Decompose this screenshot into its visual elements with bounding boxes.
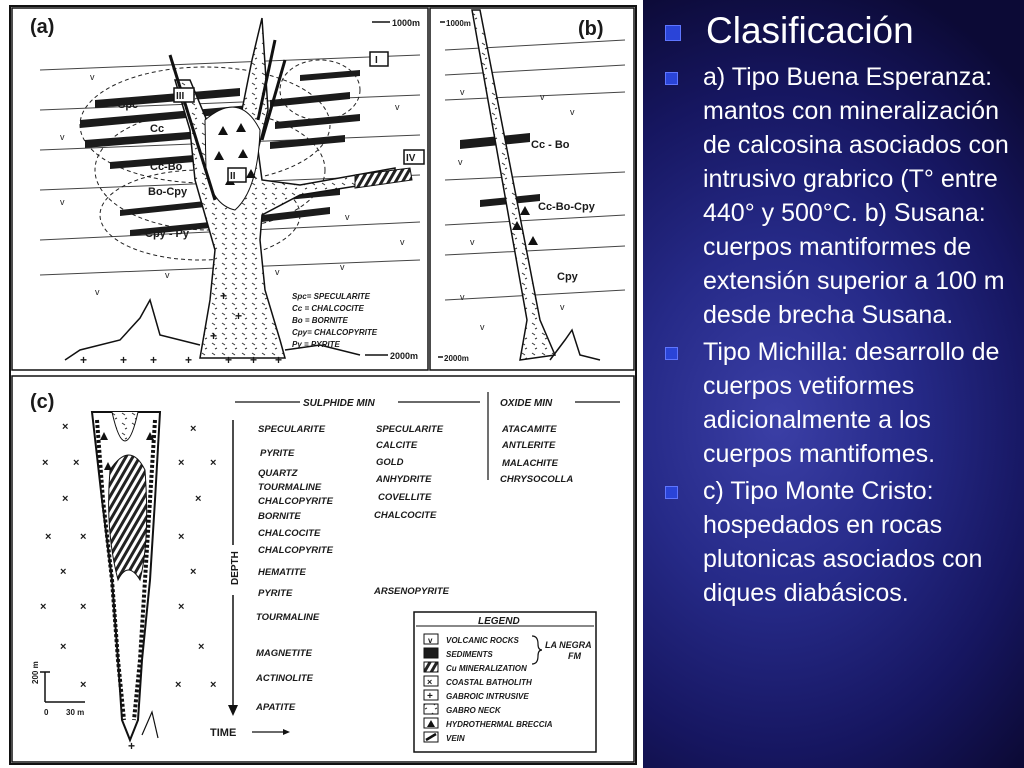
svg-text:×: × bbox=[60, 641, 67, 653]
bullet-square-icon bbox=[665, 347, 678, 360]
svg-text:×: × bbox=[178, 601, 185, 613]
panel-a-tag: (a) bbox=[30, 16, 55, 38]
svg-text:×: × bbox=[73, 457, 80, 469]
scale-zero: 0 bbox=[44, 708, 49, 717]
bullet-text: c) Tipo Monte Cristo: hospedados en rocas plutonicas asociados con diques diabásicos. bbox=[703, 477, 983, 607]
col3-item-3: CHRYSOCOLLA bbox=[500, 474, 574, 485]
svg-text:×: × bbox=[210, 457, 217, 469]
key-bo: Bo = BORNITE bbox=[292, 316, 348, 325]
svg-text:v: v bbox=[60, 197, 65, 207]
svg-text:v: v bbox=[165, 270, 170, 280]
bullet-square-icon bbox=[665, 486, 678, 499]
col1-item-2: QUARTZ bbox=[258, 468, 298, 479]
svg-text:+: + bbox=[250, 353, 258, 367]
svg-text:v: v bbox=[540, 92, 545, 102]
marker-ii: II bbox=[230, 171, 236, 182]
zone-b-cc-bo: Cc - Bo bbox=[531, 139, 570, 151]
svg-text:v: v bbox=[470, 237, 475, 247]
svg-text:×: × bbox=[80, 601, 87, 613]
marker-iii: III bbox=[176, 91, 185, 102]
col1-item-0: SPECULARITE bbox=[258, 424, 326, 435]
bullet-square-icon bbox=[665, 25, 681, 41]
panel-c-legend bbox=[414, 612, 596, 752]
col1-item-10: TOURMALINE bbox=[256, 612, 320, 623]
svg-text:+: + bbox=[235, 309, 243, 323]
svg-text:v: v bbox=[60, 132, 65, 142]
col1-item-4: CHALCOPYRITE bbox=[258, 496, 333, 507]
svg-text:×: × bbox=[175, 679, 182, 691]
col1-item-11: MAGNETITE bbox=[256, 648, 312, 659]
key-spc: Spc= SPECULARITE bbox=[292, 292, 371, 301]
col1-item-9: PYRITE bbox=[258, 588, 293, 599]
scale-horizontal: 30 m bbox=[66, 708, 85, 717]
slide-title: Clasificación bbox=[706, 10, 914, 51]
svg-text:+: + bbox=[427, 691, 433, 702]
svg-text:v: v bbox=[275, 267, 280, 277]
svg-text:v: v bbox=[460, 87, 465, 97]
col1-item-5: BORNITE bbox=[258, 511, 301, 522]
svg-text:×: × bbox=[190, 566, 197, 578]
svg-text:+: + bbox=[210, 329, 218, 343]
svg-text:v: v bbox=[90, 72, 95, 82]
svg-text:+: + bbox=[275, 353, 283, 367]
marker-i: I bbox=[375, 55, 378, 66]
svg-text:×: × bbox=[190, 423, 197, 435]
legend-group: LA NEGRA bbox=[545, 640, 592, 650]
zone-b-cpy: Cpy bbox=[557, 271, 578, 283]
bullet-text: Tipo Michilla: desarrollo de cuerpos vetiformes adicionalmente a los cuerpos mantifomes. bbox=[703, 338, 1000, 468]
depth-label: DEPTH bbox=[230, 551, 241, 585]
col2-item-4: COVELLITE bbox=[378, 492, 432, 503]
bullet-text: a) Tipo Buena Esperanza: mantos con mineralización de calcosina asociados con intrusivo grabrico (T° entre 440° y 500°C. b) Susana: cuerpos mantiformes de extensión superior a 100 m desde brecha Susana. bbox=[703, 63, 1009, 329]
col3-item-1: ANTLERITE bbox=[502, 440, 556, 451]
panel-a-depth-bottom: 2000m bbox=[390, 351, 419, 361]
panel-a-key bbox=[292, 292, 378, 349]
svg-text:×: × bbox=[62, 493, 69, 505]
col1-item-6: CHALCOCITE bbox=[258, 528, 321, 539]
col2-item-2: GOLD bbox=[376, 457, 404, 468]
svg-text:×: × bbox=[62, 421, 69, 433]
legend-group-suffix: FM bbox=[568, 651, 581, 661]
legend-item-4: GABROIC INTRUSIVE bbox=[446, 692, 529, 701]
legend-title: LEGEND bbox=[478, 616, 520, 627]
panel-b-tag: (b) bbox=[578, 18, 604, 40]
panel-a bbox=[12, 8, 428, 370]
bullet-list bbox=[665, 60, 1012, 610]
svg-text:v: v bbox=[400, 237, 405, 247]
svg-text:v: v bbox=[345, 212, 350, 222]
panel-c bbox=[12, 376, 634, 762]
legend-item-7: VEIN bbox=[446, 734, 465, 743]
svg-text:×: × bbox=[80, 679, 87, 691]
svg-text:v: v bbox=[560, 302, 565, 312]
legend-item-0: VOLCANIC ROCKS bbox=[446, 636, 519, 645]
marker-iv: IV bbox=[406, 153, 416, 164]
legend-item-5: GABRO NECK bbox=[446, 706, 501, 715]
panel-a-depth-top: 1000m bbox=[392, 18, 421, 28]
panel-c-scale bbox=[31, 661, 85, 717]
zone-spc: Spc bbox=[118, 99, 139, 111]
col2-item-1: CALCITE bbox=[376, 440, 418, 451]
svg-text:×: × bbox=[210, 679, 217, 691]
col1-item-8: HEMATITE bbox=[258, 567, 306, 578]
col1-item-12: ACTINOLITE bbox=[256, 673, 313, 684]
header-sulphide: SULPHIDE MIN bbox=[303, 398, 375, 409]
svg-text:+: + bbox=[185, 353, 193, 367]
col2-item-5: CHALCOCITE bbox=[374, 510, 437, 521]
legend-item-2: Cu MINERALIZATION bbox=[446, 664, 527, 673]
zone-cpy-py: Cpy - Py bbox=[145, 228, 190, 240]
panel-b bbox=[430, 8, 634, 370]
svg-text:×: × bbox=[45, 531, 52, 543]
legend-item-1: SEDIMENTS bbox=[446, 650, 493, 659]
zone-bo-cpy: Bo-Cpy bbox=[148, 186, 188, 198]
svg-text:v: v bbox=[340, 262, 345, 272]
zone-cc-bo: Cc-Bo bbox=[150, 161, 183, 173]
legend-item-3: COASTAL BATHOLITH bbox=[446, 678, 532, 687]
svg-text:v: v bbox=[570, 107, 575, 117]
time-label: TIME bbox=[210, 727, 237, 739]
scale-vertical: 200 m bbox=[31, 661, 40, 684]
bullet-item bbox=[665, 474, 1012, 610]
svg-text:+: + bbox=[150, 353, 158, 367]
svg-text:×: × bbox=[178, 457, 185, 469]
svg-text:v: v bbox=[428, 636, 433, 645]
key-cc: Cc = CHALCOCITE bbox=[292, 304, 364, 313]
svg-text:×: × bbox=[427, 677, 433, 687]
svg-text:v: v bbox=[95, 287, 100, 297]
legend-item-6: HYDROTHERMAL BRECCIA bbox=[446, 720, 553, 729]
col1-item-3: TOURMALINE bbox=[258, 482, 322, 493]
bullet-item bbox=[665, 60, 1012, 332]
svg-text:+: + bbox=[225, 353, 233, 367]
svg-text:+: + bbox=[80, 353, 88, 367]
panel-c-tag: (c) bbox=[30, 391, 55, 413]
col1-item-7: CHALCOPYRITE bbox=[258, 545, 333, 556]
svg-text:×: × bbox=[198, 641, 205, 653]
svg-text:+: + bbox=[220, 289, 228, 303]
slide-title-row bbox=[665, 8, 1012, 54]
col2-item-0: SPECULARITE bbox=[376, 424, 444, 435]
zone-b-cc-bo-cpy: Cc-Bo-Cpy bbox=[538, 201, 595, 213]
bullet-item bbox=[665, 335, 1012, 471]
svg-text:v: v bbox=[480, 322, 485, 332]
col3-item-2: MALACHITE bbox=[502, 458, 558, 469]
svg-text:+: + bbox=[128, 739, 136, 753]
col2-item-3: ANHYDRITE bbox=[376, 474, 432, 485]
key-cpy: Cpy= CHALCOPYRITE bbox=[292, 328, 378, 337]
bullet-square-icon bbox=[665, 72, 678, 85]
svg-text:v: v bbox=[458, 157, 463, 167]
header-oxide: OXIDE MIN bbox=[500, 398, 553, 409]
col3-item-0: ATACAMITE bbox=[502, 424, 557, 435]
zone-cc: Cc bbox=[150, 123, 165, 135]
col2-item-6: ARSENOPYRITE bbox=[374, 586, 449, 597]
col1-item-1: PYRITE bbox=[260, 448, 295, 459]
svg-text:×: × bbox=[40, 601, 47, 613]
svg-text:v: v bbox=[460, 292, 465, 302]
col1-item-13: APATITE bbox=[256, 702, 296, 713]
svg-text:×: × bbox=[42, 457, 49, 469]
svg-text:v: v bbox=[395, 102, 400, 112]
svg-text:×: × bbox=[195, 493, 202, 505]
panel-b-depth-bottom: 2000m bbox=[444, 354, 469, 363]
svg-text:×: × bbox=[178, 531, 185, 543]
svg-text:+: + bbox=[120, 353, 128, 367]
panel-b-depth-top: 1000m bbox=[446, 19, 471, 28]
svg-text:×: × bbox=[80, 531, 87, 543]
svg-text:×: × bbox=[60, 566, 67, 578]
text-panel bbox=[643, 0, 1024, 768]
key-py: Py = PYRITE bbox=[292, 340, 340, 349]
